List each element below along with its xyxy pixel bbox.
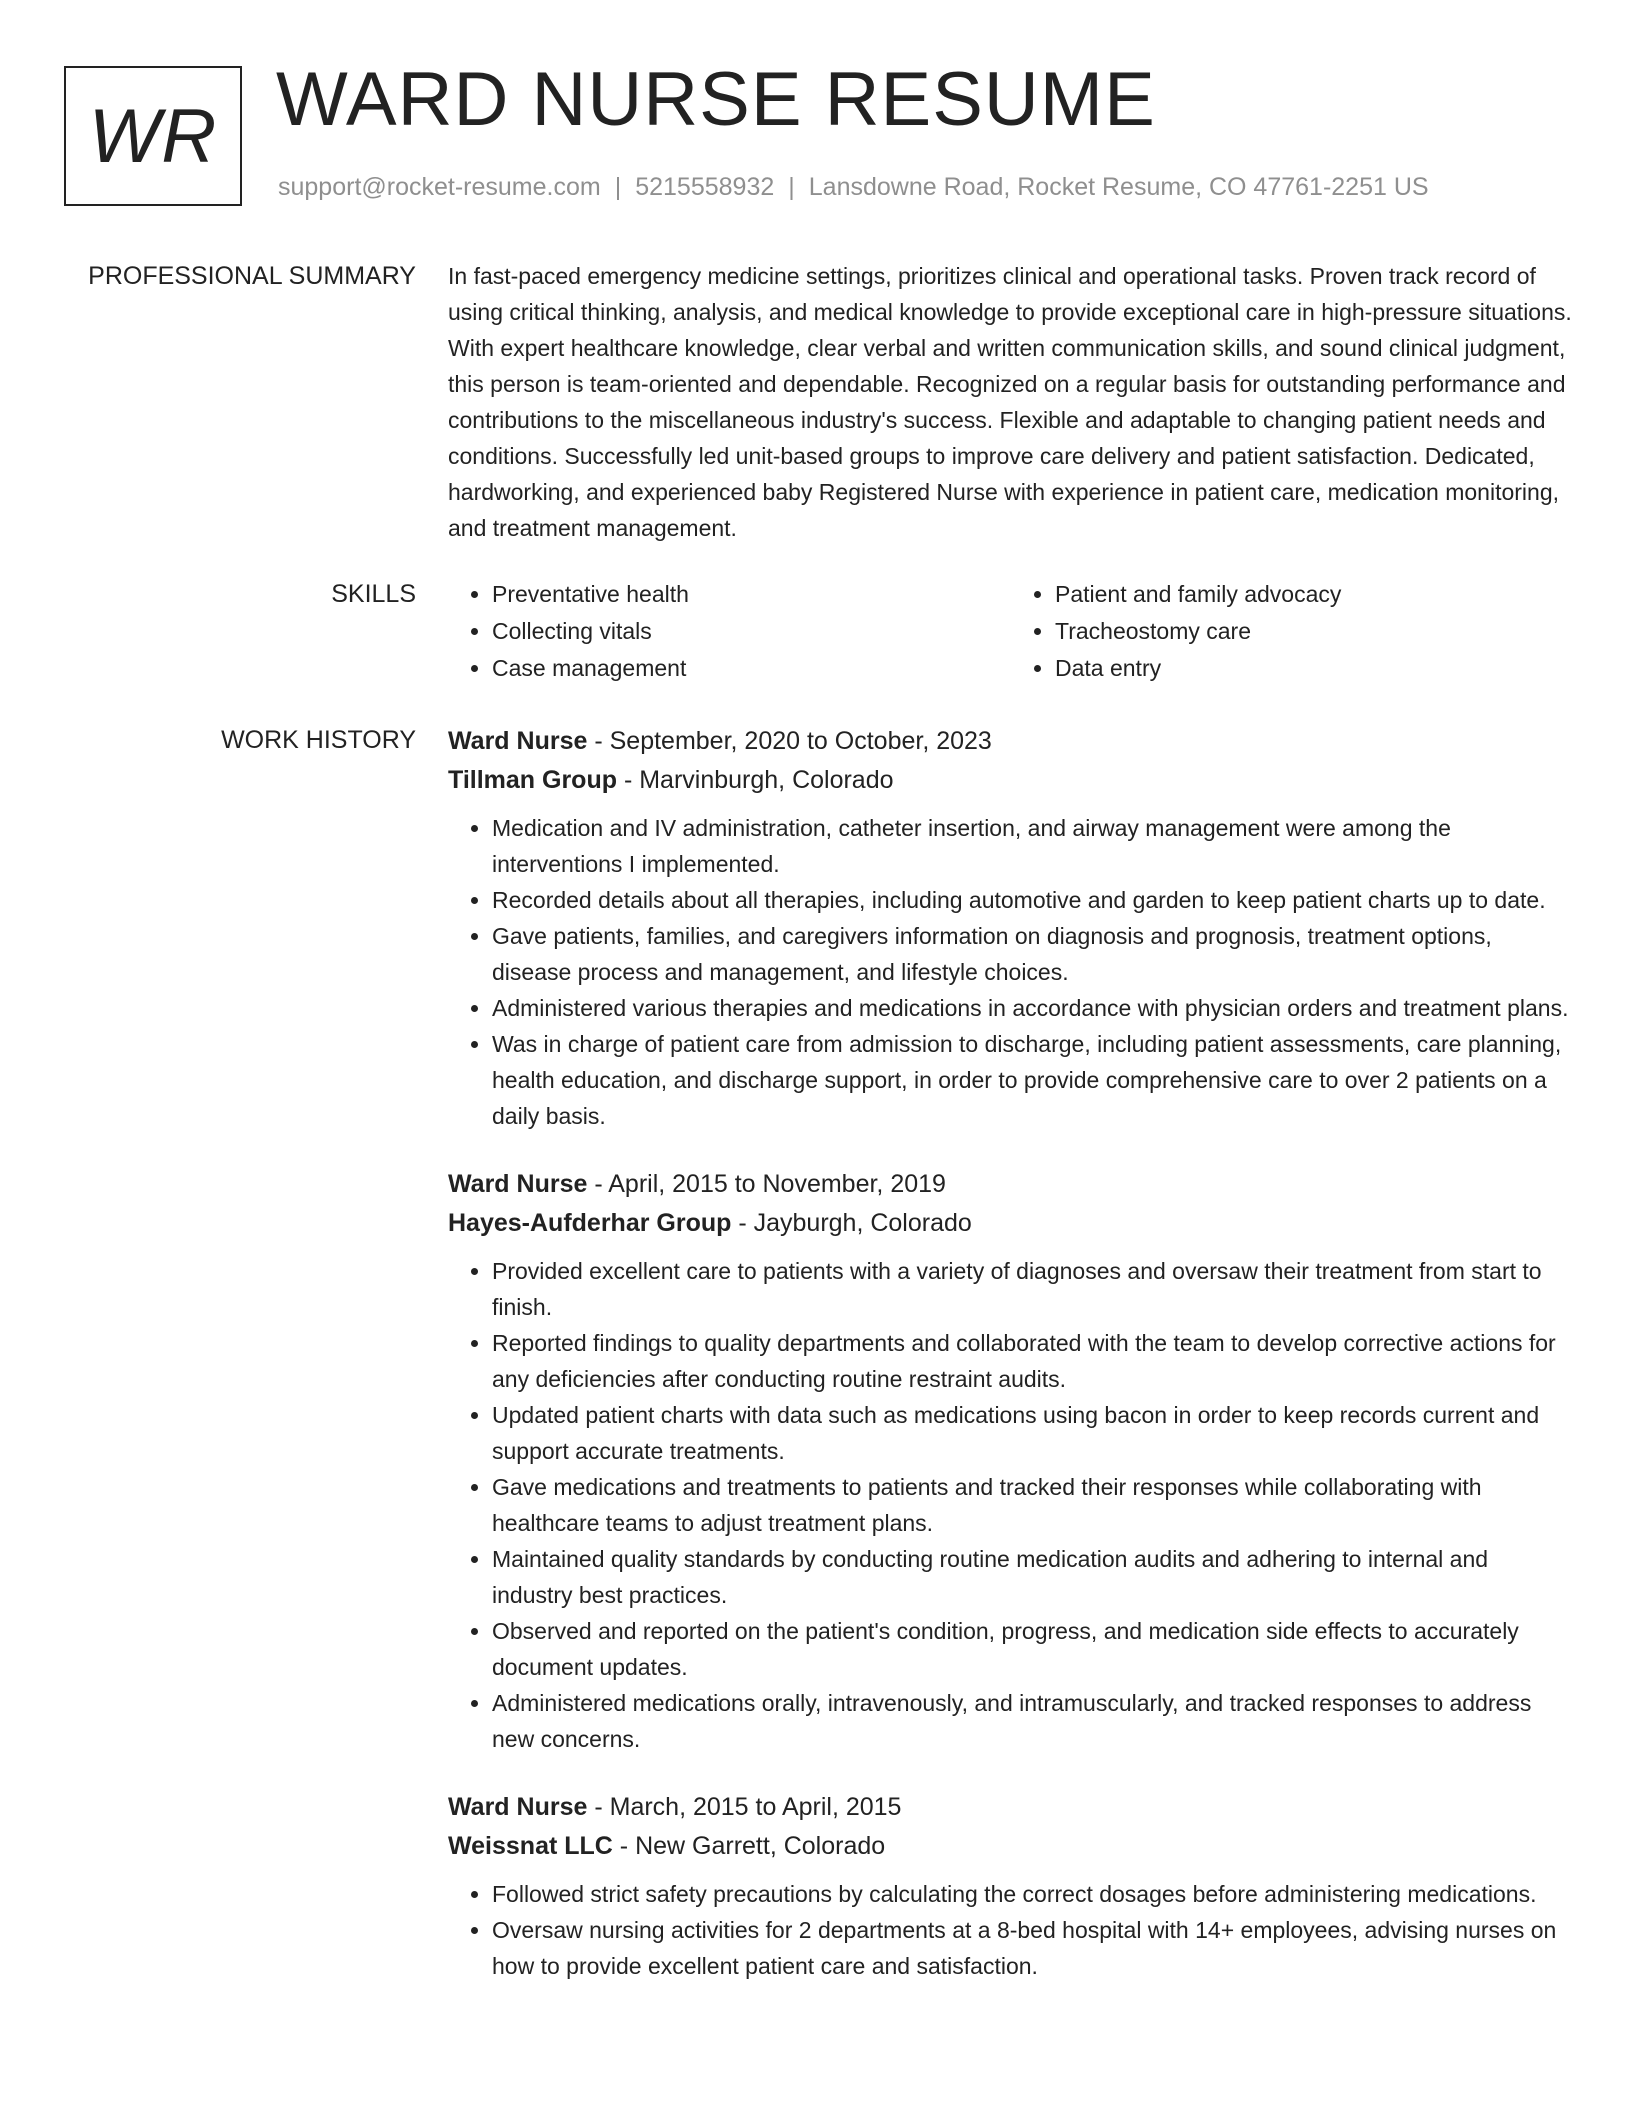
job-location: - Jayburgh, Colorado: [738, 1209, 972, 1237]
job-dates: - March, 2015 to April, 2015: [594, 1793, 902, 1821]
job-bullet: • Observed and reported on the patient's condition, progress, and medication side effects to accurately document updates.: [492, 1613, 1574, 1685]
contact-phone: 5215558932: [635, 173, 775, 201]
skill-item: • Preventative health: [492, 576, 1011, 613]
job-company: Hayes-Aufderhar Group: [448, 1209, 732, 1237]
job-location: - New Garrett, Colorado: [619, 1832, 886, 1860]
job-dates: - April, 2015 to November, 2019: [594, 1170, 946, 1198]
contact-email: support@rocket-resume.com: [278, 173, 601, 201]
job-bullet: • Gave patients, families, and caregivers information on diagnosis and prognosis, treatment options, disease process and management, and lifestyle choices.: [492, 918, 1574, 990]
job-bullets: [448, 1253, 1574, 1757]
skills-list-left: [448, 576, 1011, 687]
job-bullet: • Maintained quality standards by conducting routine medication audits and adhering to internal and industry best practices.: [492, 1541, 1574, 1613]
work-history-heading: WORK HISTORY: [221, 726, 416, 754]
job-bullet: • Reported findings to quality departments and collaborated with the team to develop corrective actions for any deficiencies after conducting routine restraint audits.: [492, 1325, 1574, 1397]
summary-heading: PROFESSIONAL SUMMARY: [88, 262, 416, 290]
job-location: - Marvinburgh, Colorado: [623, 766, 894, 794]
job-bullet: • Gave medications and treatments to patients and tracked their responses while collaborating with healthcare teams to adjust treatment plans.: [492, 1469, 1574, 1541]
job-bullet: • Followed strict safety precautions by calculating the correct dosages before administering medications.: [492, 1876, 1574, 1912]
contact-address: Lansdowne Road, Rocket Resume, CO 47761-2251 US: [808, 173, 1429, 201]
job-bullet: • Recorded details about all therapies, including automotive and garden to keep patient charts up to date.: [492, 882, 1574, 918]
job-title-line: [448, 1788, 1574, 1827]
job-bullets: [448, 810, 1574, 1134]
job-bullet: • Administered medications orally, intravenously, and intramuscularly, and tracked responses to address new concerns.: [492, 1685, 1574, 1757]
job-entry: [448, 1165, 1574, 1757]
job-title: Ward Nurse: [448, 727, 588, 755]
job-bullet: • Provided excellent care to patients with a variety of diagnoses and oversaw their treatment from start to finish.: [492, 1253, 1574, 1325]
job-company: Weissnat LLC: [448, 1832, 613, 1860]
skills-list-right: [1011, 576, 1574, 687]
job-title-line: [448, 722, 1574, 761]
skill-item: • Data entry: [1055, 650, 1574, 687]
skill-item: • Case management: [492, 650, 1011, 687]
skill-item: • Patient and family advocacy: [1055, 576, 1574, 613]
job-bullet: • Administered various therapies and medications in accordance with physician orders and treatment plans.: [492, 990, 1574, 1026]
contact-line: [278, 173, 1429, 202]
skill-item: • Collecting vitals: [492, 613, 1011, 650]
skills-heading: SKILLS: [331, 580, 416, 608]
work-history-body: [448, 722, 1574, 2015]
job-title: Ward Nurse: [448, 1170, 588, 1198]
job-entry: [448, 722, 1574, 1134]
skill-item: • Tracheostomy care: [1055, 613, 1574, 650]
job-dates: - September, 2020 to October, 2023: [594, 727, 992, 755]
skills-body: [448, 576, 1574, 687]
job-entry: [448, 1788, 1574, 1984]
job-company-line: [448, 1204, 1574, 1243]
contact-separator: |: [614, 173, 622, 201]
monogram-initials: WR: [64, 66, 242, 206]
job-title: Ward Nurse: [448, 1793, 588, 1821]
job-bullet: • Medication and IV administration, catheter insertion, and airway management were among the interventions I implemented.: [492, 810, 1574, 882]
job-company-line: [448, 761, 1574, 800]
summary-body: [448, 258, 1574, 546]
job-company-line: [448, 1827, 1574, 1866]
job-bullet: • Oversaw nursing activities for 2 departments at a 8-bed hospital with 14+ employees, advising nurses on how to provide excellent patient care and satisfaction.: [492, 1912, 1574, 1984]
resume-title: WARD NURSE RESUME: [276, 57, 1156, 142]
job-bullet: • Was in charge of patient care from admission to discharge, including patient assessments, care planning, health education, and discharge support, in order to provide comprehensive care to over 2 patients on a daily basis.: [492, 1026, 1574, 1134]
job-company: Tillman Group: [448, 766, 617, 794]
summary-text: In fast-paced emergency medicine settings, prioritizes clinical and operational tasks. Proven track record of using critical thinking, analysis, and medical knowledge to provide exceptional care in high-pressure situations. With expert healthcare knowledge, clear verbal and written communication skills, and sound clinical judgment, this person is team-oriented and dependable. Recognized on a regular basis for outstanding performance and contributions to the miscellaneous industry's success. Flexible and adaptable to changing patient needs and conditions. Successfully led unit-based groups to improve care delivery and patient satisfaction. Dedicated, hardworking, and experienced baby Registered Nurse with experience in patient care, medication monitoring, and treatment management.: [448, 263, 1572, 541]
job-bullets: [448, 1876, 1574, 1984]
job-title-line: [448, 1165, 1574, 1204]
job-bullet: • Updated patient charts with data such as medications using bacon in order to keep records current and support accurate treatments.: [492, 1397, 1574, 1469]
contact-separator: |: [788, 173, 795, 201]
